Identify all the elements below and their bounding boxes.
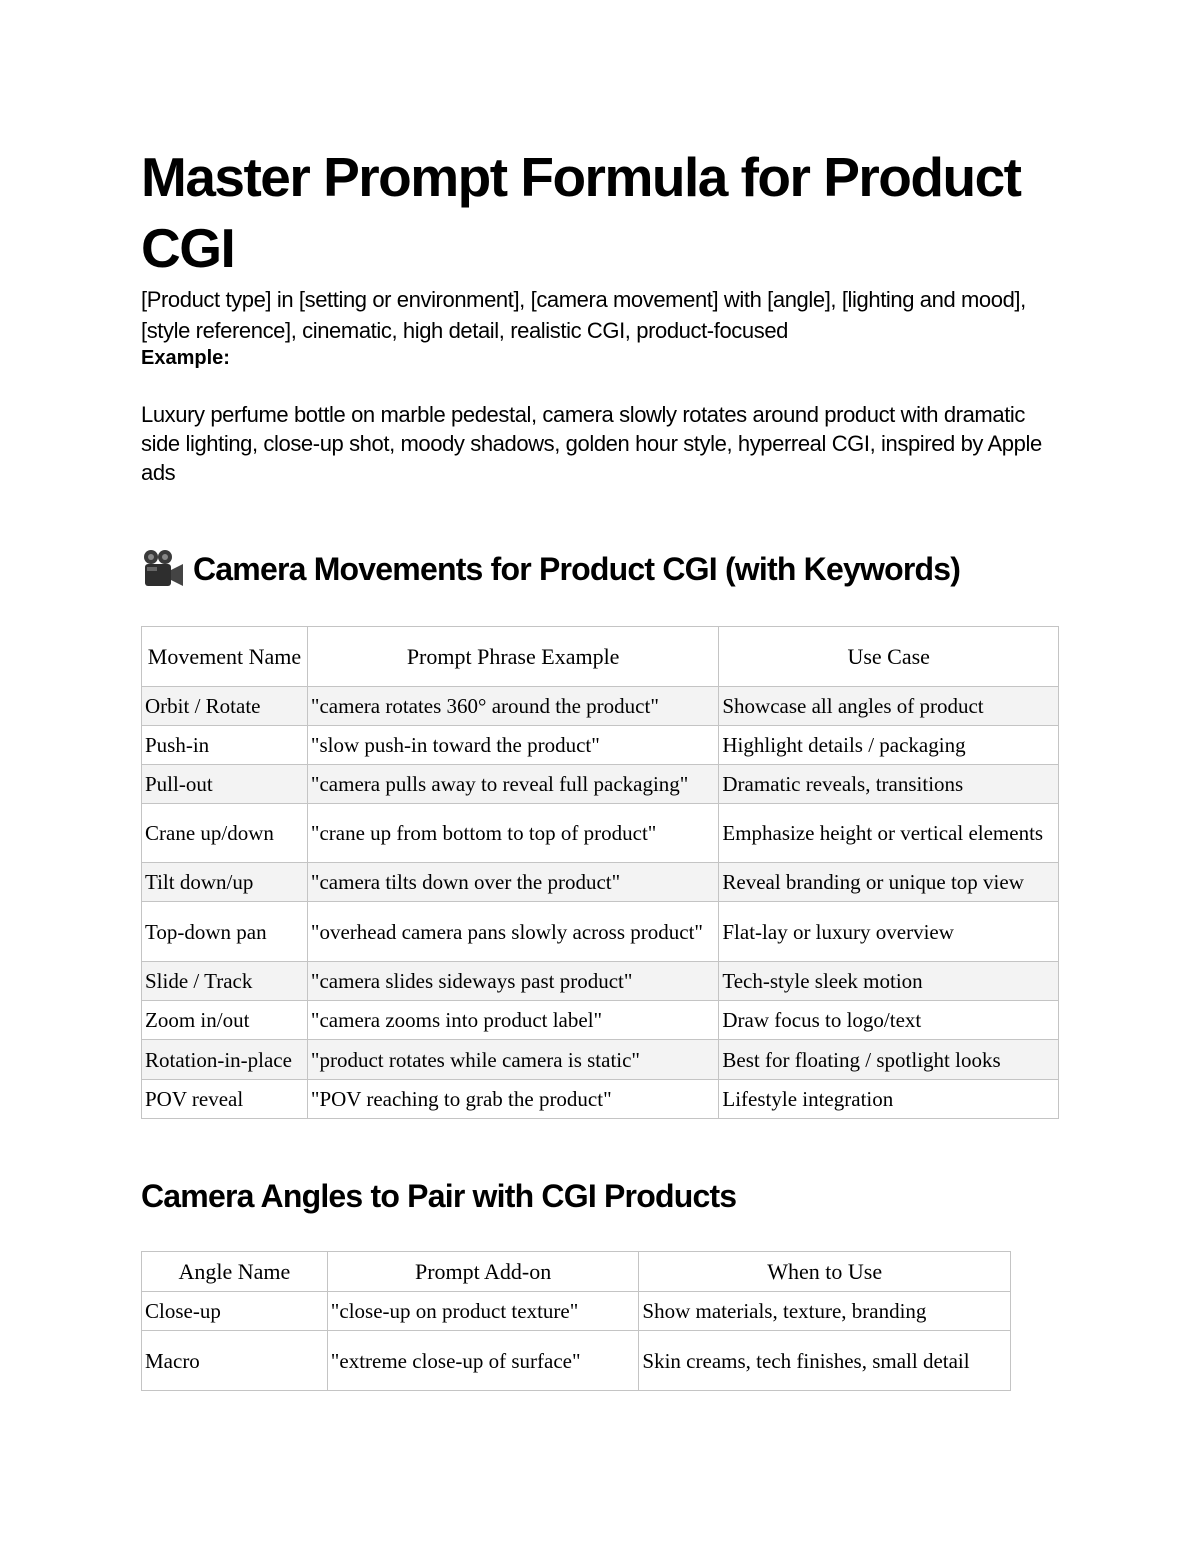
cell-text: "camera zooms into product label" [310,1008,603,1032]
table-cell [142,1292,328,1331]
cell-text: "camera pulls away to reveal full packaging" [310,772,689,796]
table-cell [142,962,308,1001]
cell-text: Showcase all angles of product [722,694,984,718]
table-row [142,1001,1059,1040]
table-cell [307,804,718,863]
cell-text: Zoom in/out [145,1008,250,1032]
column-header: Prompt Add-on [327,1252,639,1292]
cell-text: Macro [145,1348,200,1373]
table-cell [307,765,718,804]
cell-text: Show materials, texture, branding [642,1299,927,1323]
cell-text: "POV reaching to grab the product" [310,1087,612,1111]
cell-text: Crane up/down [145,821,274,845]
table-cell [307,726,718,765]
table-cell [307,962,718,1001]
table-row [142,902,1059,962]
camera-angles-heading [141,1178,736,1215]
table-cell [719,962,1059,1001]
cell-text: Flat-lay or luxury overview [722,919,954,944]
table-cell [719,687,1059,726]
table-cell [142,765,308,804]
table-header-row [142,1252,1011,1292]
table-cell [307,902,718,962]
table-cell [142,1331,328,1391]
table-cell [307,1001,718,1040]
camera-movements-heading [141,548,960,590]
table-cell [142,863,308,902]
cell-text: Skin creams, tech finishes, small detail [642,1348,970,1373]
cell-text: Emphasize height or vertical elements [722,821,1044,845]
cell-text: Dramatic reveals, transitions [722,772,964,796]
table-row [142,804,1059,863]
table-cell [719,902,1059,962]
cell-text: "product rotates while camera is static" [310,1047,640,1072]
table-cell [307,1040,718,1080]
cell-text: "extreme close-up of surface" [330,1348,581,1373]
cell-text: Top-down pan [145,919,267,944]
table-row [142,765,1059,804]
heading-text: Camera Movements for Product CGI (with Keywords) [193,550,961,587]
table-cell [719,863,1059,902]
cell-text: Pull-out [145,772,213,796]
prompt-formula: [Product type] in [setting or environment], [camera movement] with [angle], [lighting and mood], [style reference], cinematic, high detail, realistic CGI, product-focused [141,287,1026,343]
table-cell [142,902,308,962]
table-cell [639,1331,1011,1391]
column-header: Use Case [719,627,1059,687]
table-cell [719,804,1059,863]
cell-text: POV reveal [145,1087,244,1111]
cell-text: "camera slides sideways past product" [310,969,633,993]
table-cell [327,1292,639,1331]
cell-text: Tech-style sleek motion [722,969,923,993]
table-header-row [142,627,1059,687]
cell-text: Rotation-in-place [145,1047,292,1072]
table-row [142,687,1059,726]
table-cell [307,687,718,726]
cell-text: "overhead camera pans slowly across product" [310,919,703,944]
cell-text: "slow push-in toward the product" [310,733,600,757]
table-cell [719,765,1059,804]
table-cell [142,1080,308,1119]
table-cell [142,687,308,726]
table-row [142,1331,1011,1391]
cell-text: "camera tilts down over the product" [310,870,621,894]
heading-text: Camera Angles to Pair with CGI Products [141,1178,737,1214]
table-cell [639,1292,1011,1331]
cell-text: Reveal branding or unique top view [722,870,1024,894]
cell-text: Close-up [145,1299,221,1323]
column-header: Prompt Phrase Example [307,627,718,687]
table-row [142,1080,1059,1119]
column-header: Angle Name [142,1252,328,1292]
column-header: When to Use [639,1252,1011,1292]
table-cell [719,726,1059,765]
camera-angles-table [141,1251,1011,1391]
cell-text: Highlight details / packaging [722,733,966,757]
table-row [142,726,1059,765]
table-cell [719,1080,1059,1119]
movie-camera-icon [141,548,185,590]
table-cell [719,1001,1059,1040]
column-header: Movement Name [142,627,308,687]
example-label: Example: [141,347,230,369]
example-text: Luxury perfume bottle on marble pedestal, camera slowly rotates around product with dramatic side lighting, close-up shot, moody shadows, golden hour style, hyperreal CGI, inspired by Apple ads [141,402,1042,485]
table-row [142,863,1059,902]
page-title: Master Prompt Formula for Product CGI [141,146,1021,279]
cell-text: Orbit / Rotate [145,694,261,718]
table-row [142,962,1059,1001]
cell-text: "crane up from bottom to top of product" [310,821,657,845]
table-row [142,1292,1011,1331]
table-cell [142,804,308,863]
cell-text: "close-up on product texture" [330,1299,579,1323]
table-cell [142,1040,308,1080]
cell-text: Draw focus to logo/text [722,1008,922,1032]
table-row [142,1040,1059,1080]
cell-text: Slide / Track [145,969,253,993]
table-cell [719,1040,1059,1080]
cell-text: Tilt down/up [145,870,254,894]
cell-text: Push-in [145,733,210,757]
camera-movements-table [141,626,1059,1119]
table-cell [307,1080,718,1119]
cell-text: Lifestyle integration [722,1087,894,1111]
table-cell [142,726,308,765]
table-cell [142,1001,308,1040]
cell-text: Best for floating / spotlight looks [722,1047,1001,1072]
cell-text: "camera rotates 360° around the product" [310,694,659,718]
table-cell [307,863,718,902]
table-cell [327,1331,639,1391]
